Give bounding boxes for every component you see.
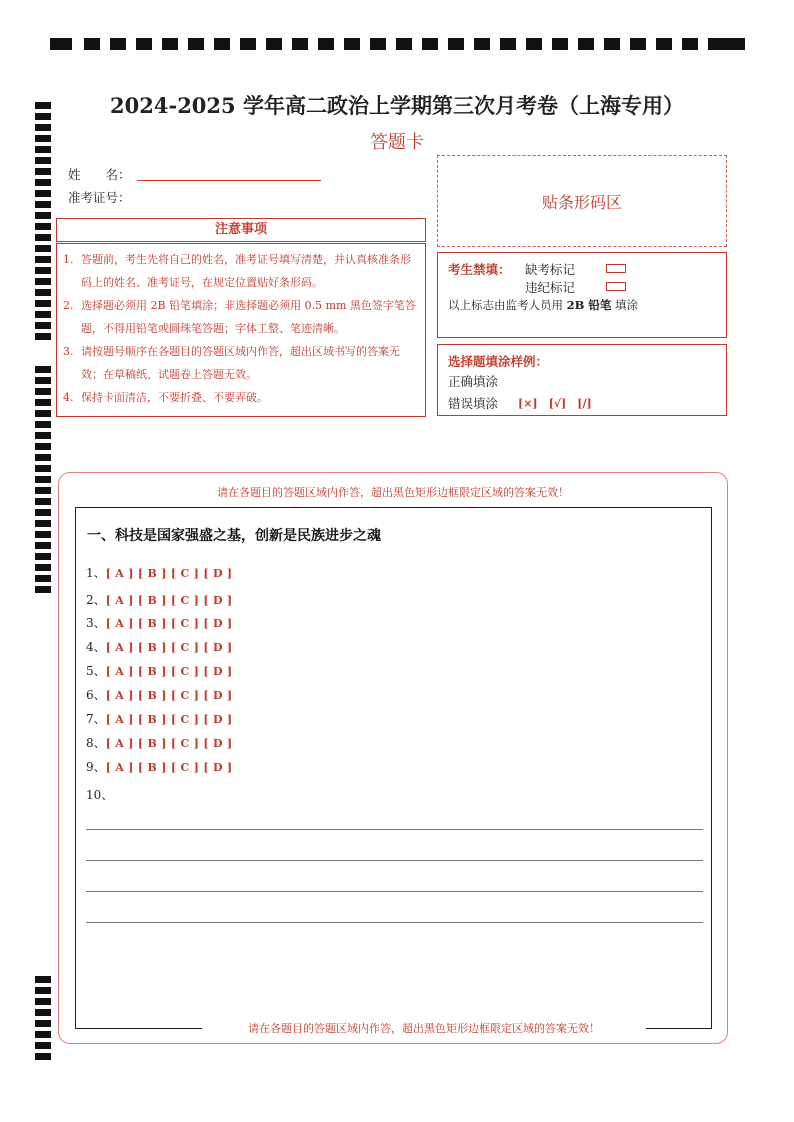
prohibited-note-bold: 2B 铅笔 [566,298,612,312]
answer-options[interactable]: [ A ] [ B ] [ C ] [ D ] [105,594,233,607]
notice-item [63,294,419,340]
prohibited-note-prefix: 以上标志由监考人员用 [448,298,563,312]
question-number: 5、 [86,664,106,678]
violation-mark-label: 违纪标记 [525,280,576,295]
fill-example-title: 选择题填涂样例： [448,354,549,369]
question-10-number: 10、 [86,788,114,802]
notice-item-number: 3. [63,345,74,358]
question-row [86,686,232,703]
question-number: 4、 [86,640,106,654]
barcode-area-label: 贴条形码区 [541,192,622,212]
absent-mark-label: 缺考标记 [525,262,576,277]
notice-item-text: 请按题号顺序在各题目的答题区域内作答，超出区域书写的答案无效；在草稿纸、试题卷上答题无效。 [81,345,400,381]
exam-id-label: 准考证号： [68,190,131,205]
timing-marks-left [0,0,60,1122]
question-row [86,591,232,608]
answer-line[interactable] [86,829,703,830]
question-number: 1、 [86,566,106,580]
answer-options[interactable]: [ A ] [ B ] [ C ] [ D ] [105,689,233,702]
fill-example-box [437,344,727,416]
notice-item-number: 1. [63,253,74,266]
notice-list [56,243,426,417]
name-field[interactable] [137,180,321,181]
answer-options[interactable]: [ A ] [ B ] [ C ] [ D ] [105,761,233,774]
question-row [86,638,232,655]
notice-item [63,340,419,386]
correct-fill-label: 正确填涂 [448,374,499,389]
answer-line[interactable] [86,891,703,892]
question-number: 3、 [86,616,106,630]
absent-mark-box[interactable] [606,264,626,273]
answer-area-warning-top: 请在各题目的答题区域内作答，超出黑色矩形边框限定区域的答案无效！ [217,486,569,499]
answer-options[interactable]: [ A ] [ B ] [ C ] [ D ] [105,617,233,630]
question-number: 7、 [86,712,106,726]
prohibited-note-suffix: 填涂 [615,298,639,312]
page-title: 2024-2025 学年高二政治上学期第三次月考卷（上海专用） [110,93,684,118]
prohibited-box [437,252,727,338]
prohibited-note [448,297,638,313]
question-row [86,734,232,751]
question-row [86,614,232,631]
answer-options[interactable]: [ A ] [ B ] [ C ] [ D ] [105,641,233,654]
answer-options[interactable]: [ A ] [ B ] [ C ] [ D ] [105,737,233,750]
section-title: 一、科技是国家强盛之基，创新是民族进步之魂 [87,528,381,544]
question-number: 2、 [86,593,106,607]
notice-item [63,248,419,294]
question-row [86,710,232,727]
answer-options[interactable]: [ A ] [ B ] [ C ] [ D ] [105,567,233,580]
notice-item-number: 4. [63,391,74,404]
name-label: 姓 名： [68,167,131,182]
page-subtitle: 答题卡 [370,132,424,153]
barcode-area [437,155,727,247]
question-number: 8、 [86,736,106,750]
question-number: 9、 [86,760,106,774]
prohibited-title: 考生禁填： [448,262,511,277]
answer-line[interactable] [86,860,703,861]
notice-item-text: 答题前，考生先将自己的姓名，准考证号填写清楚，并认真核准条形码上的姓名、准考证号，在规定位置贴好条形码。 [81,253,411,289]
wrong-fill-label: 错误填涂 [448,396,499,411]
answer-area-warning-bottom: 请在各题目的答题区域内作答，超出黑色矩形边框限定区域的答案无效！ [248,1022,600,1035]
notice-item-number: 2. [63,299,74,312]
question-row [86,564,232,581]
answer-options[interactable]: [ A ] [ B ] [ C ] [ D ] [105,665,233,678]
answer-line[interactable] [86,922,703,923]
notice-item-text: 选择题必须用 2B 铅笔填涂；非选择题必须用 0.5 mm 黑色签字笔答题，不得用铅笔或圆珠笔答题；字体工整、笔迹清晰。 [81,299,416,335]
notice-item [63,386,419,409]
answer-options[interactable]: [ A ] [ B ] [ C ] [ D ] [105,713,233,726]
notice-title: 注意事项 [56,218,426,242]
question-row [86,758,232,775]
question-row [86,662,232,679]
question-number: 6、 [86,688,106,702]
violation-mark-box[interactable] [606,282,626,291]
notice-item-text: 保持卡面清洁，不要折叠、不要弄破。 [81,391,268,404]
timing-marks-top [50,38,745,52]
wrong-fill-marks: [×] [√] [/] [518,397,592,410]
